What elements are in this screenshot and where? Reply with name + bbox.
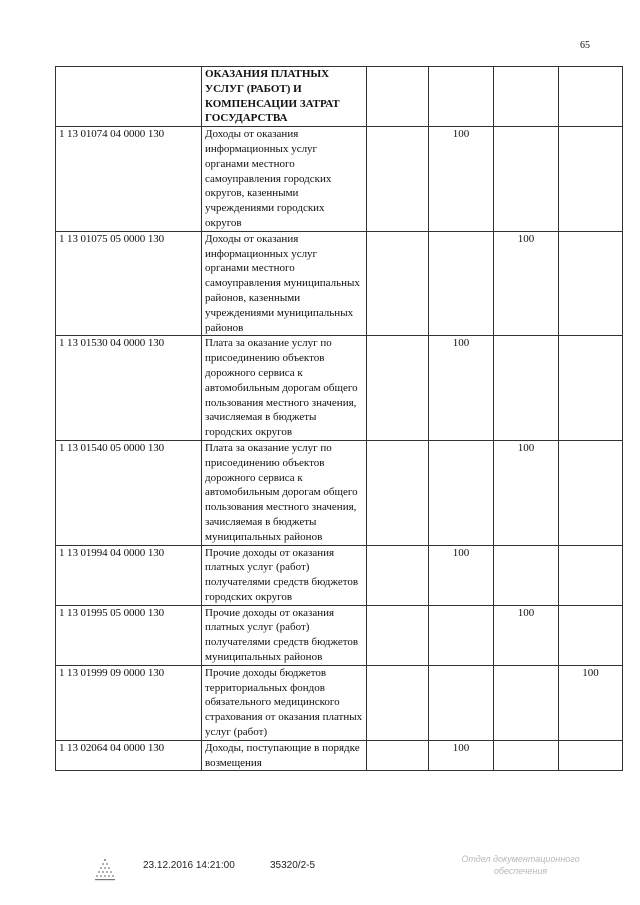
rate-cell-2: [429, 605, 494, 665]
rate-cell-2: [429, 67, 494, 127]
revenue-name-cell: Прочие доходы бюджетов территориальных фондов обязательного медицинского страхования от оказания платных услуг (работ): [202, 665, 367, 740]
revenue-name-cell: Прочие доходы от оказания платных услуг (работ) получателями средств бюджетов муниципальных районов: [202, 605, 367, 665]
revenue-name-cell: Доходы от оказания информационных услуг органами местного самоуправления городских округов, казенными учреждениями городских округов: [202, 127, 367, 232]
rate-cell-4: 100: [559, 665, 623, 740]
rate-cell-4: [559, 67, 623, 127]
rate-cell-4: [559, 440, 623, 545]
rate-cell-1: [367, 740, 429, 771]
table-heading-row: [56, 67, 623, 127]
rate-cell-4: [559, 545, 623, 605]
revenue-name-cell: Плата за оказание услуг по присоединению объектов дорожного сервиса к автомобильным дорогам общего пользования местного значения, зачисляемая в бюджеты городских округов: [202, 336, 367, 441]
rate-cell-4: [559, 740, 623, 771]
footer-datetime: 23.12.2016 14:21:00: [143, 860, 235, 871]
revenue-code-cell: 1 13 02064 04 0000 130: [56, 740, 202, 771]
table-row: [56, 127, 623, 232]
table-row: [56, 545, 623, 605]
revenue-name-cell: Доходы, поступающие в порядке возмещения: [202, 740, 367, 771]
rate-cell-4: [559, 336, 623, 441]
revenue-code-cell: 1 13 01074 04 0000 130: [56, 127, 202, 232]
rate-cell-1: [367, 127, 429, 232]
rate-cell-1: [367, 665, 429, 740]
rate-cell-3: [494, 545, 559, 605]
revenue-name-cell: ОКАЗАНИЯ ПЛАТНЫХ УСЛУГ (РАБОТ) И КОМПЕНСАЦИИ ЗАТРАТ ГОСУДАРСТВА: [202, 67, 367, 127]
footer-document-id: 35320/2-5: [270, 860, 316, 871]
rate-cell-2: 100: [429, 740, 494, 771]
rate-cell-3: [494, 127, 559, 232]
rate-cell-3: 100: [494, 605, 559, 665]
rate-cell-2: [429, 231, 494, 336]
rate-cell-1: [367, 231, 429, 336]
document-logo-icon: [90, 856, 120, 882]
rate-cell-1: [367, 605, 429, 665]
revenue-name-cell: Доходы от оказания информационных услуг органами местного самоуправления муниципальных районов, казенными учреждениями муниципальных районов: [202, 231, 367, 336]
rate-cell-3: [494, 67, 559, 127]
budget-classification-table: [55, 66, 623, 771]
rate-cell-4: [559, 231, 623, 336]
rate-cell-3: [494, 740, 559, 771]
revenue-name-cell: Прочие доходы от оказания платных услуг (работ) получателями средств бюджетов городских округов: [202, 545, 367, 605]
revenue-name-cell: Плата за оказание услуг по присоединению объектов дорожного сервиса к автомобильным дорогам общего пользования местного значения, зачисляемая в бюджеты муниципальных районов: [202, 440, 367, 545]
department-stamp: [448, 853, 593, 877]
revenue-code-cell: 1 13 01075 05 0000 130: [56, 231, 202, 336]
stamp-line-1: Отдел документационного: [461, 854, 580, 864]
revenue-code-cell: [56, 67, 202, 127]
revenue-code-cell: 1 13 01540 05 0000 130: [56, 440, 202, 545]
rate-cell-1: [367, 67, 429, 127]
table-row: [56, 740, 623, 771]
table-row: [56, 231, 623, 336]
rate-cell-3: [494, 665, 559, 740]
rate-cell-2: 100: [429, 336, 494, 441]
rate-cell-2: [429, 440, 494, 545]
rate-cell-2: 100: [429, 127, 494, 232]
table-row: [56, 440, 623, 545]
rate-cell-2: 100: [429, 545, 494, 605]
rate-cell-1: [367, 545, 429, 605]
rate-cell-4: [559, 127, 623, 232]
revenue-code-cell: 1 13 01995 05 0000 130: [56, 605, 202, 665]
rate-cell-3: 100: [494, 440, 559, 545]
rate-cell-1: [367, 440, 429, 545]
rate-cell-3: [494, 336, 559, 441]
rate-cell-1: [367, 336, 429, 441]
revenue-code-cell: 1 13 01994 04 0000 130: [56, 545, 202, 605]
table-row: [56, 336, 623, 441]
revenue-code-cell: 1 13 01999 09 0000 130: [56, 665, 202, 740]
revenue-code-cell: 1 13 01530 04 0000 130: [56, 336, 202, 441]
table-row: [56, 605, 623, 665]
rate-cell-2: [429, 665, 494, 740]
rate-cell-3: 100: [494, 231, 559, 336]
rate-cell-4: [559, 605, 623, 665]
stamp-line-2: обеспечения: [493, 866, 548, 876]
page-number: 65: [580, 40, 590, 51]
table-row: [56, 665, 623, 740]
